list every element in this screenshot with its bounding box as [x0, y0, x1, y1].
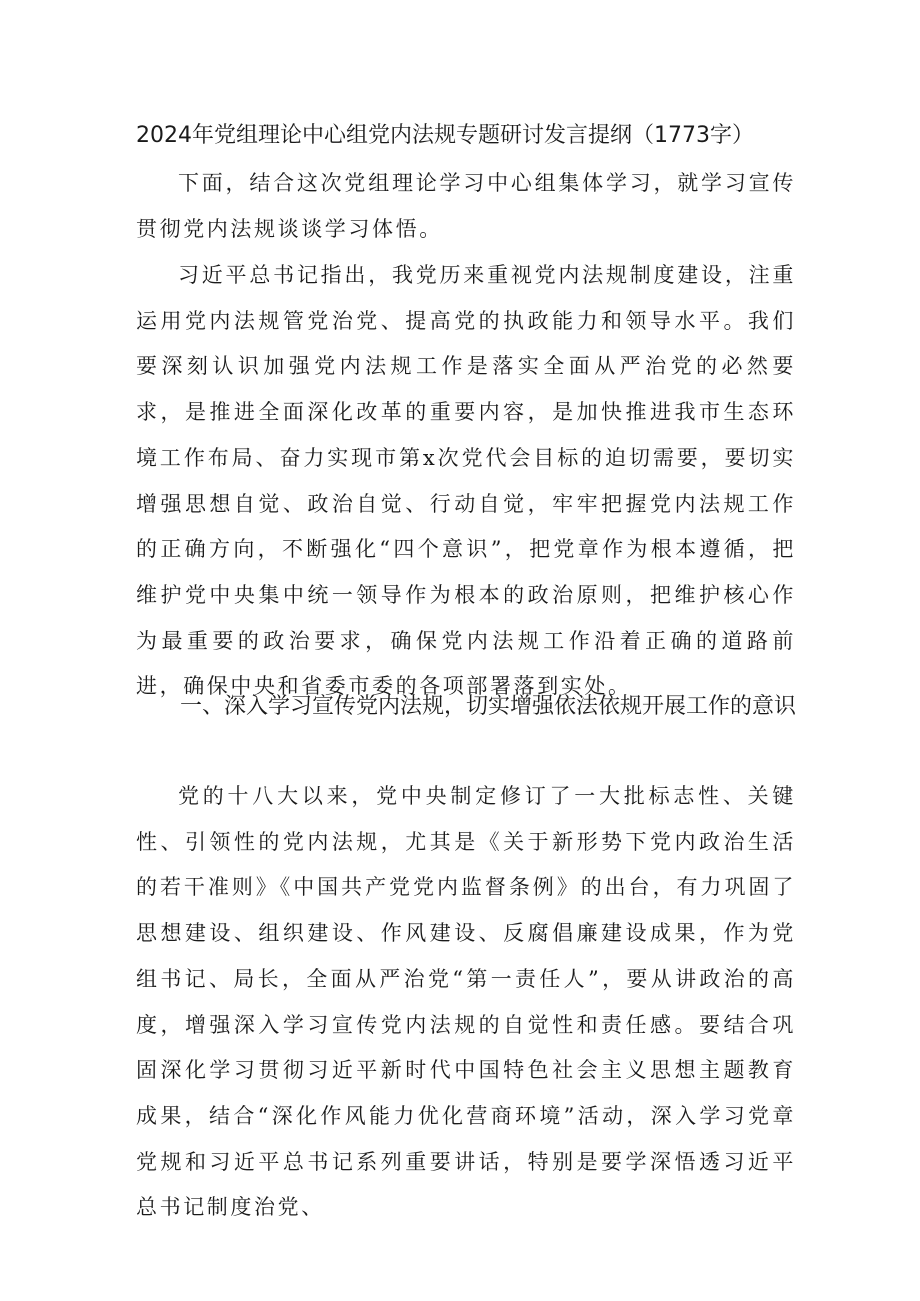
- section-heading: 一、深入学习宣传党内法规，切实增强依法依规开展工作的意识: [180, 694, 797, 719]
- intro-paragraph: 下面，结合这次党组理论学习中心组集体学习，就学习宣传贯彻党内法规谈谈学习体悟。: [136, 171, 796, 241]
- section-paragraph: 党的十八大以来，党中央制定修订了一大批标志性、关键性、引领性的党内法规，尤其是《关于新形势下党内政治生活的若干准则》《中国共产党党内监督条例》的出台，有力巩固了思想建设、组织建设、作风建设、反腐倡廉建设成果，作为党组书记、局长，全面从严治党“第一责任人”，要从讲政治的高度，增强深入学习宣传党内法规的自觉性和责任感。要结合巩固深化学习贯彻习近平新时代中国特色社会主义思想主题教育成果，结合“深化作风能力优化营商环境”活动，深入学习党章党规和习近平总书记系列重要讲话，特别是要学深悟透习近平总书记制度治党、: [136, 784, 796, 1220]
- body-paragraph: 习近平总书记指出，我党历来重视党内法规制度建设，注重运用党内法规管党治党、提高党的执政能力和领导水平。我们要深刻认识加强党内法规工作是落实全面从严治党的必然要求，是推进全面深化改革的重要内容，是加快推进我市生态环境工作布局、奋力实现市第x次党代会目标的迫切需要，要切实增强思想自觉、政治自觉、行动自觉，牢牢把握党内法规工作的正确方向，不断强化“四个意识”，把党章作为根本遵循，把维护党中央集中统一领导作为根本的政治原则，把维护核心作为最重要的政治要求，确保党内法规工作沿着正确的道路前进，确保中央和省委市委的各项部署落到实处。: [136, 263, 796, 699]
- document-title: 2024年党组理论中心组党内法规专题研讨发言提纲（1773字）: [136, 123, 754, 148]
